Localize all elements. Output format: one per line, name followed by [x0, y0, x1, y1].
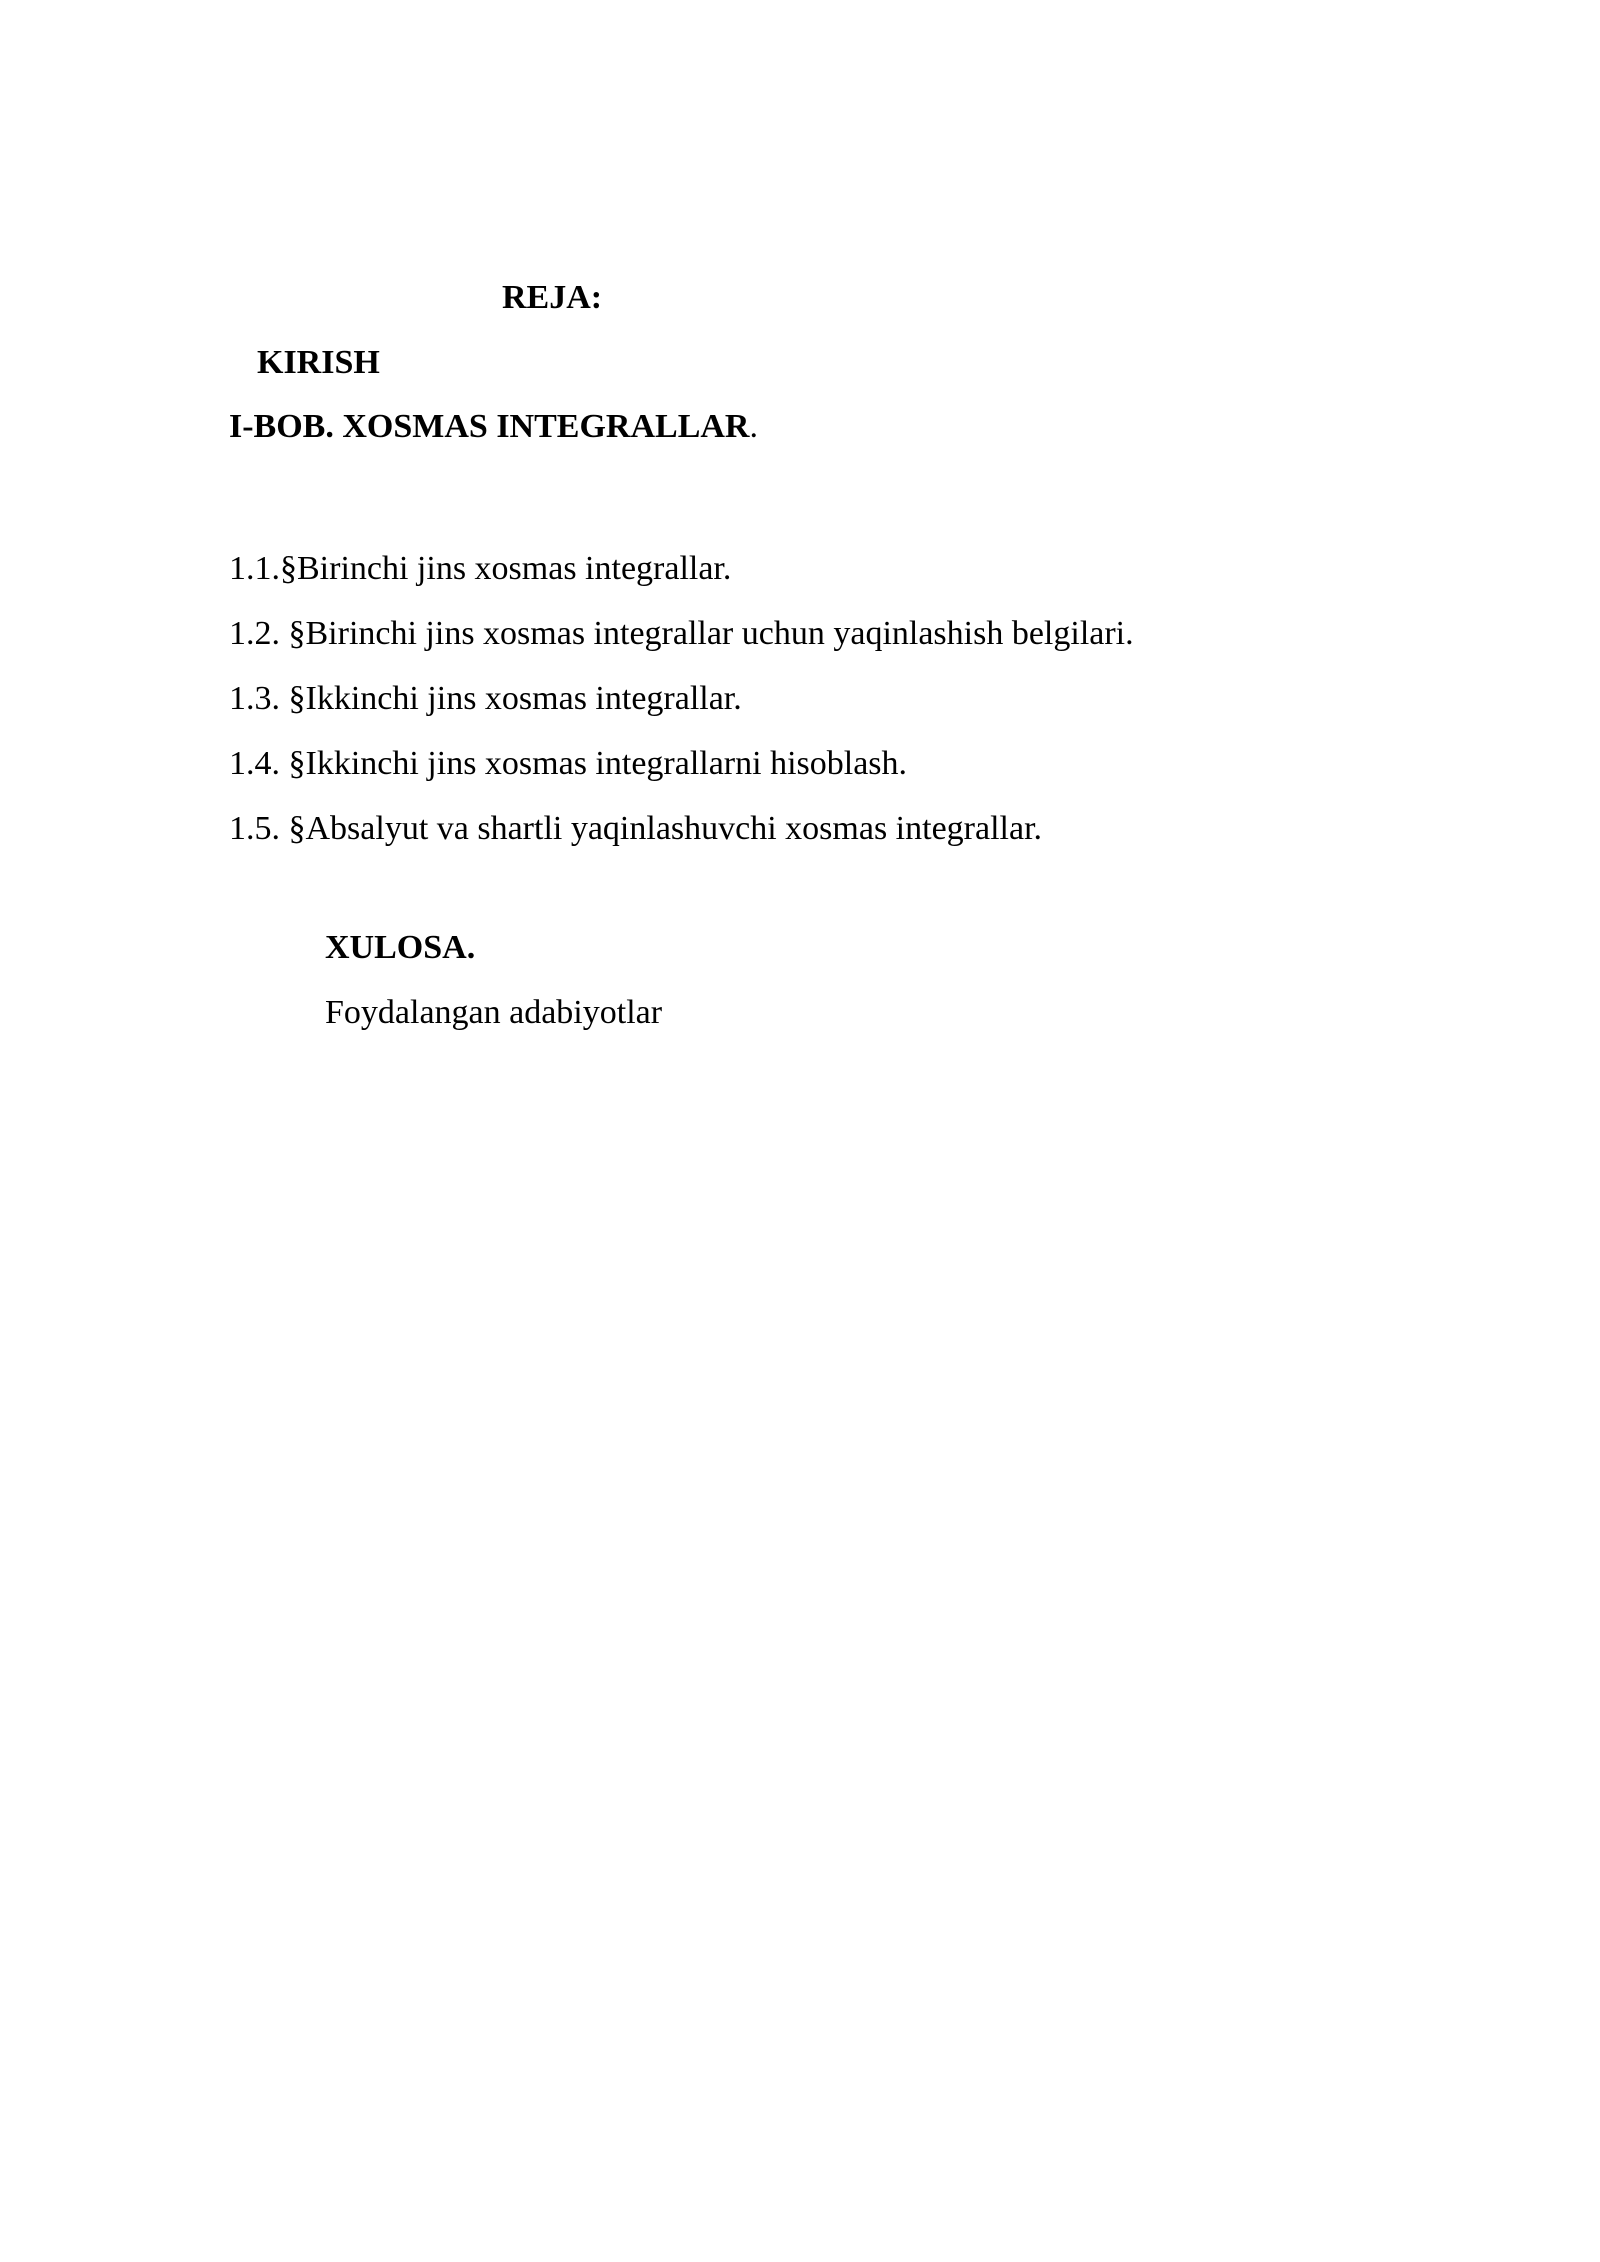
chapter-title-period: .	[749, 408, 758, 445]
chapter-title: I-BOB. XOSMAS INTEGRALLAR	[229, 408, 750, 445]
references-heading: Foydalangan adabiyotlar	[325, 994, 663, 1031]
chapter-heading	[229, 407, 758, 447]
section-item-1-4: 1.4. §Ikkinchi jins xosmas integrallarni hisoblash.	[229, 745, 908, 782]
section-item-1-1: 1.1.§Birinchi jins xosmas integrallar.	[229, 550, 732, 587]
section-item-1-5: 1.5. §Absalyut va shartli yaqinlashuvchi xosmas integrallar.	[229, 810, 1043, 847]
plan-title: REJA:	[502, 279, 603, 316]
conclusion-heading: XULOSA.	[325, 929, 476, 966]
section-item-1-2: 1.2. §Birinchi jins xosmas integrallar uchun yaqinlashish belgilari.	[229, 615, 1134, 652]
section-item-1-3: 1.3. §Ikkinchi jins xosmas integrallar.	[229, 680, 742, 717]
section-list	[229, 536, 1134, 861]
intro-heading: KIRISH	[257, 344, 380, 381]
